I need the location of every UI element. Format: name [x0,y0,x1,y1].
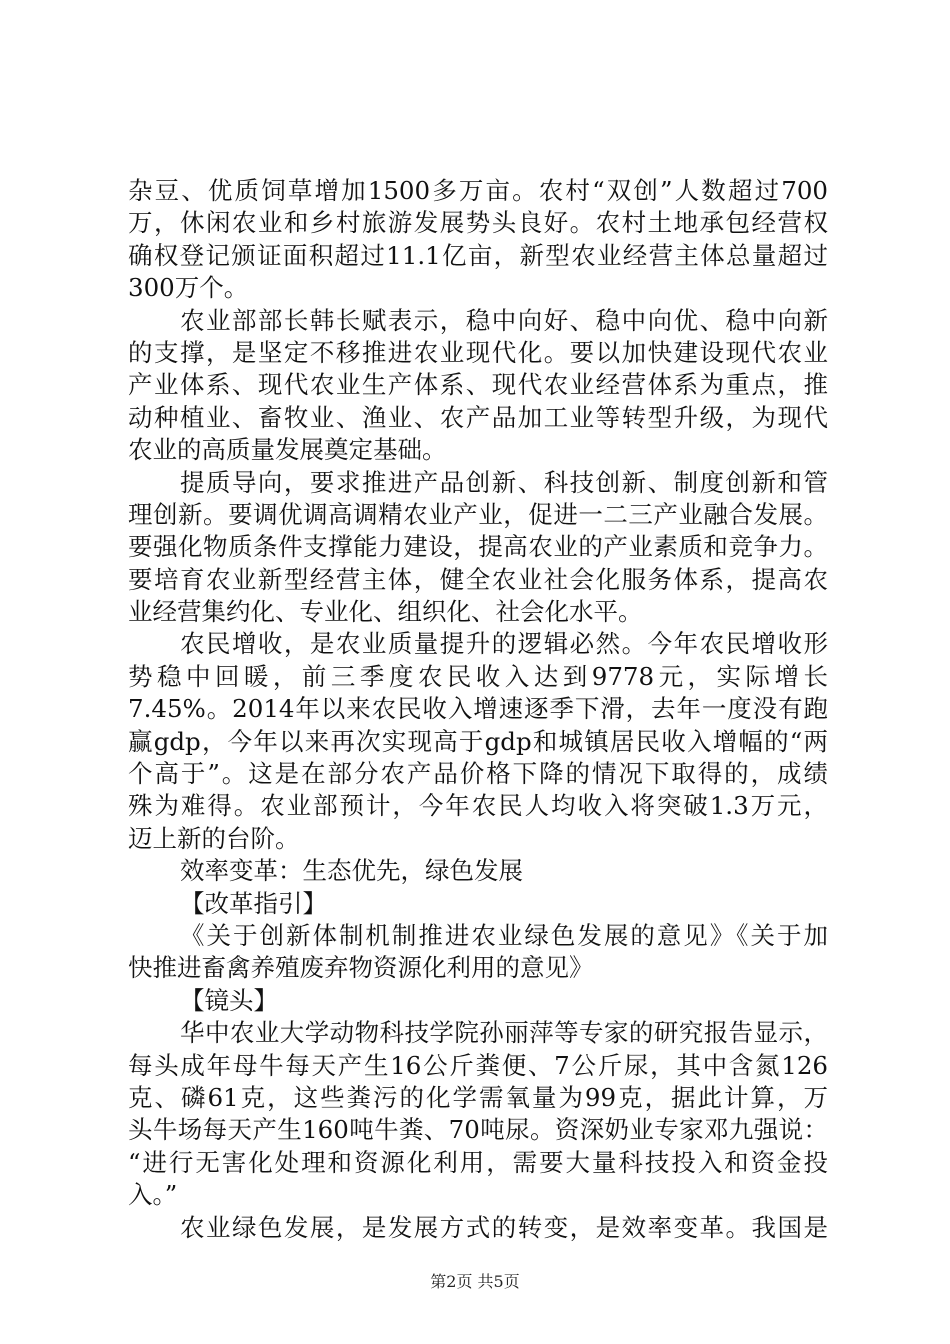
text-line: 万，休闲农业和乡村旅游发展势头良好。农村土地承包经营权 [128,208,828,238]
text-line: 提质导向，要求推进产品创新、科技创新、制度创新和管 [180,467,828,497]
text-line: 殊为难得。农业部预计，今年农民人均收入将突破1.3万元， [128,791,828,821]
text-line: 业经营集约化、专业化、组织化、社会化水平。 [128,597,643,627]
text-line: 要强化物质条件支撑能力建设，提高农业的产业素质和竞争力。 [128,532,828,562]
text-line: 赢gdp，今年以来再次实现高于gdp和城镇居民收入增幅的“两 [128,726,828,756]
text-line: 迈上新的台阶。 [128,823,300,853]
text-line: 动种植业、畜牧业、渔业、农产品加工业等转型升级，为现代 [128,402,828,432]
text-line: 杂豆、优质饲草增加1500多万亩。农村“双创”人数超过700 [128,176,828,205]
text-line: 要培育农业新型经营主体，健全农业社会化服务体系，提高农 [128,564,828,594]
text-line: 的支撑，是坚定不移推进农业现代化。要以加快建设现代农业 [128,337,828,367]
text-line: 个高于”。这是在部分农产品价格下降的情况下取得的，成绩 [128,759,828,789]
text-line: 华中农业大学动物科技学院孙丽萍等专家的研究报告显示， [180,1018,828,1048]
text-line: 理创新。要调优调高调精农业产业，促进一二三产业融合发展。 [128,499,828,529]
text-line: 7.45%。2014年以来农民收入增速逐季下滑，去年一度没有跑 [128,694,828,724]
text-line: 300万个。 [128,273,249,303]
text-line: 农民增收，是农业质量提升的逻辑必然。今年农民增收形 [180,629,828,659]
text-line: 每头成年母牛每天产生16公斤粪便、7公斤尿，其中含氮126 [128,1050,828,1080]
text-line: 确权登记颁证面积超过11.1亿亩，新型农业经营主体总量超过 [128,240,828,270]
text-line: “进行无害化处理和资源化利用，需要大量科技投入和资金投 [128,1147,828,1177]
page-footer: 第2页 共5页 [430,1272,520,1291]
document-body [128,175,828,1244]
text-line: 农业绿色发展，是发展方式的转变，是效率变革。我国是 [180,1212,828,1242]
text-line: 克、磷61克，这些粪污的化学需氧量为99克，据此计算，万 [128,1082,828,1112]
text-line: 农业部部长韩长赋表示，稳中向好、稳中向优、稳中向新 [180,305,828,335]
text-line: 快推进畜禽养殖废弃物资源化利用的意见》 [128,953,594,983]
text-line: 《关于创新体制机制推进农业绿色发展的意见》《关于加 [180,920,828,950]
text-line: 【改革指引】 [180,888,327,918]
text-line: 农业的高质量发展奠定基础。 [128,435,447,465]
text-line: 【镜头】 [180,985,278,1015]
text-line: 势稳中回暖，前三季度农民收入达到9778元，实际增长 [128,661,828,691]
text-line: 产业体系、现代农业生产体系、现代农业经营体系为重点，推 [128,370,828,400]
text-line: 头牛场每天产生160吨牛粪、70吨尿。资深奶业专家邓九强说： [128,1115,828,1145]
text-line: 效率变革：生态优先，绿色发展 [180,856,523,886]
text-line: 入。” [128,1180,178,1210]
